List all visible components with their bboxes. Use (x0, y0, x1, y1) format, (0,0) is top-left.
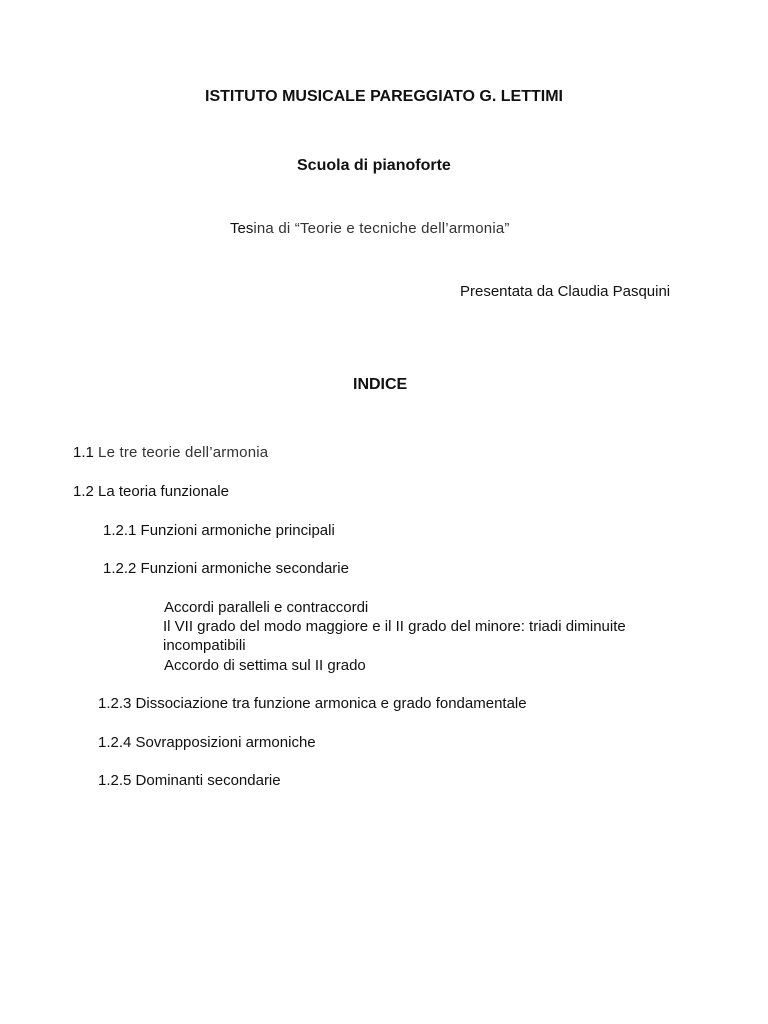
index-title: INDICE (353, 376, 408, 393)
thesis-title-prefix: Tes (230, 220, 254, 237)
toc-subentry-vii-grado: Il VII grado del modo maggiore e il II grado del minore: triadi diminuite (163, 618, 626, 635)
toc-entry-1-2-1: 1.2.1 Funzioni armoniche principali (103, 522, 335, 539)
toc-entry-1-2: 1.2 La teoria funzionale (73, 483, 229, 500)
toc-entry-1-1-number: 1.1 (73, 444, 94, 461)
institute-title: ISTITUTO MUSICALE PAREGGIATO G. LETTIMI (205, 88, 563, 105)
toc-entry-1-1 (73, 444, 268, 462)
toc-subentry-accordo-settima: Accordo di settima sul II grado (164, 657, 366, 674)
toc-subentry-accordi-paralleli: Accordi paralleli e contraccordi (164, 599, 369, 616)
presenter-line: Presentata da Claudia Pasquini (460, 283, 671, 300)
toc-entry-1-2-3: 1.2.3 Dissociazione tra funzione armonica e grado fondamentale (98, 695, 527, 712)
thesis-title (230, 220, 510, 238)
toc-entry-1-2-4: 1.2.4 Sovrapposizioni armoniche (98, 734, 316, 751)
toc-subentry-vii-grado-cont: incompatibili (163, 637, 246, 654)
school-name: Scuola di pianoforte (297, 157, 451, 174)
thesis-title-rest: ina di “Teorie e tecniche dell’armonia” (253, 220, 510, 237)
toc-entry-1-1-text: Le tre teorie dell’armonia (98, 444, 269, 461)
toc-entry-1-2-2: 1.2.2 Funzioni armoniche secondarie (103, 560, 349, 577)
toc-entry-1-2-5: 1.2.5 Dominanti secondarie (98, 772, 281, 789)
